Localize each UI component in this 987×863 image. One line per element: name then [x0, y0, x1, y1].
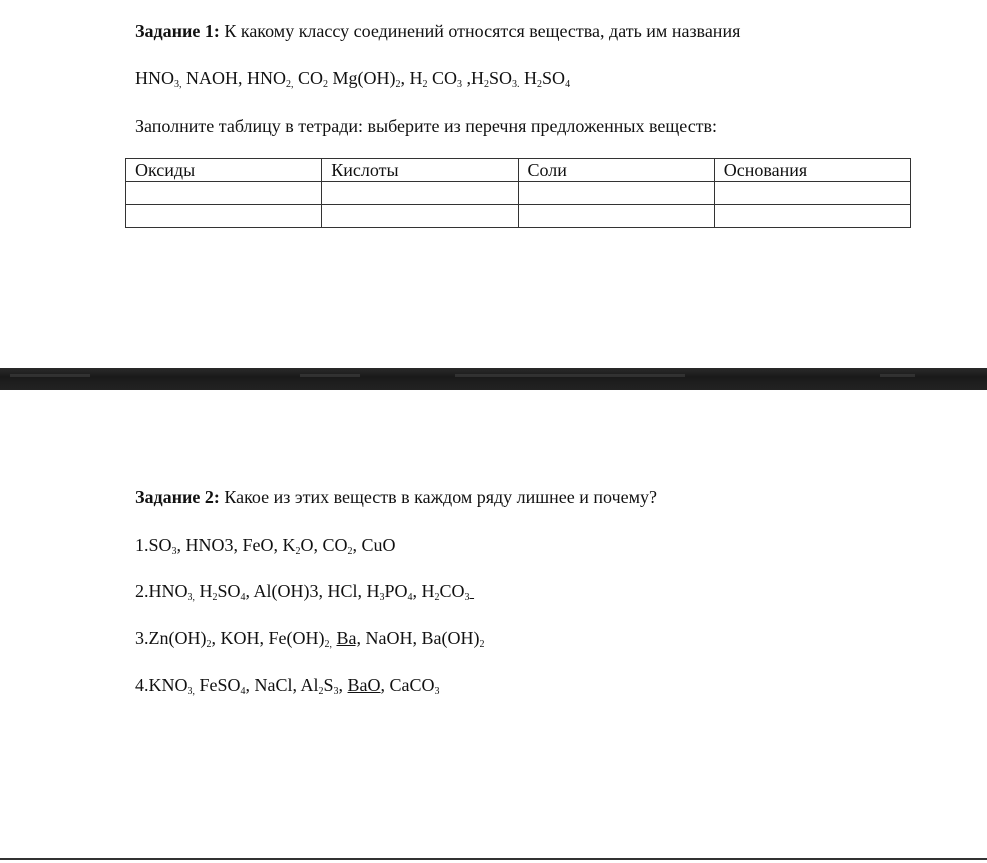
- table-cell: [126, 205, 322, 228]
- task1-title: [135, 20, 740, 42]
- band-artifact: [880, 374, 915, 377]
- task1-text: К какому классу соединений относятся вещества, дать им названия: [224, 21, 741, 41]
- task2-title: [135, 486, 657, 508]
- task2-row-2: $2.HNO_{3,}$ $H_2SO_4$, Al(OH)3, HCl, $H_3PO_4$, $H_2CO_3$: [135, 581, 470, 603]
- document-page-top: [0, 0, 987, 368]
- header-acids: Кислоты: [322, 159, 518, 182]
- table-cell: [322, 205, 518, 228]
- formula: $H_2$ $CO_3$: [409, 68, 463, 90]
- table-cell: [714, 205, 910, 228]
- header-salts: Соли: [518, 159, 714, 182]
- table-row: [126, 205, 911, 228]
- band-artifact: [10, 374, 90, 377]
- table-cell: [126, 182, 322, 205]
- table-header-row: [126, 159, 911, 182]
- table-cell: [518, 205, 714, 228]
- formula: NAOH,: [186, 68, 243, 88]
- formula: $Mg(OH)_2$,: [332, 68, 406, 90]
- formula: $HNO_{3,}$: [135, 68, 182, 90]
- table-cell: [714, 182, 910, 205]
- formula: $CO_2$: [298, 68, 329, 90]
- task2-row-4: $4.KNO_{3,}$ FeSO$_4$, NaCl, $Al_2S_3$, BaO, CaCO$_3$: [135, 675, 440, 697]
- task1-heading: Задание 1:: [135, 21, 220, 41]
- band-artifact: [300, 374, 360, 377]
- header-oxides: Оксиды: [126, 159, 322, 182]
- formula: $,H_2SO_{3.}$: [466, 68, 520, 90]
- classification-table: [125, 158, 911, 228]
- task2-text: Какое из этих веществ в каждом ряду лишнее и почему?: [224, 487, 657, 507]
- page-bottom-edge: [0, 858, 987, 860]
- table-row: [126, 182, 911, 205]
- table-cell: [518, 182, 714, 205]
- table-cell: [322, 182, 518, 205]
- task2-row-1: $1.SO_3$, HNO3, FeO, $K_2O$, $CO_2$, CuO: [135, 535, 396, 557]
- formula: $HNO_{2,}$: [247, 68, 294, 90]
- header-bases: Основания: [714, 159, 910, 182]
- page-break-band: [0, 368, 987, 390]
- formula: $H_2SO_4$: [524, 68, 571, 90]
- task2-heading: Задание 2:: [135, 487, 220, 507]
- document-page-bottom: [0, 390, 987, 860]
- task2-row-3: $3.Zn(OH)_2$, KOH, $Fe(OH)_{2,}$ Ba, NaOH, $Ba(OH)_2$: [135, 628, 485, 650]
- task1-instruction: Заполните таблицу в тетради: выберите из перечня предложенных веществ:: [135, 116, 718, 136]
- band-artifact: [455, 374, 685, 377]
- task1-formulas: [135, 67, 570, 89]
